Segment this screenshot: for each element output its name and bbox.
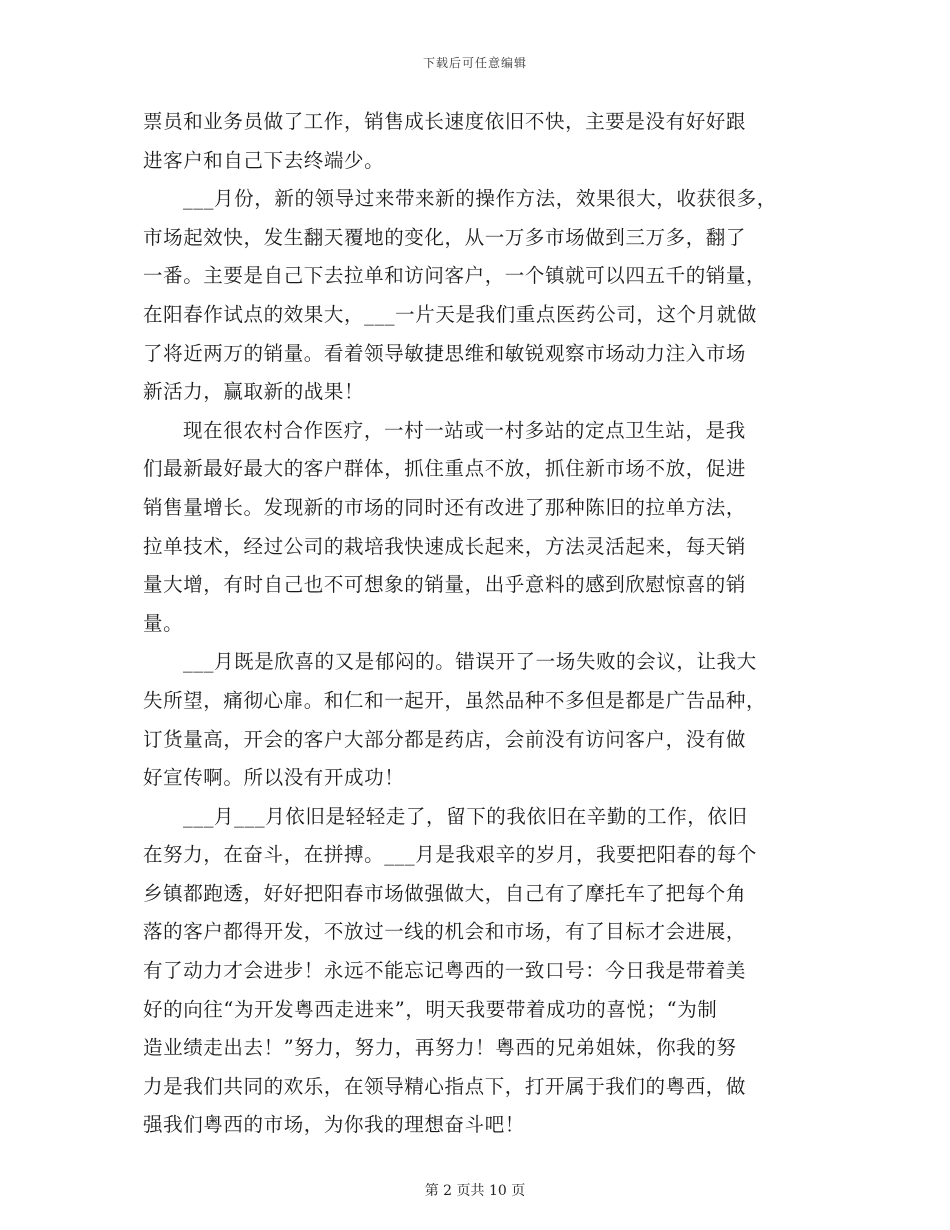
text-line: 们最新最好最大的客户群体，抓住重点不放，抓住新市场不放，促进 <box>143 457 747 481</box>
page-header: 下载后可任意编辑 <box>422 56 527 70</box>
text-line: 量。 <box>143 611 184 635</box>
text-line: 好的向往“为开发粤西走进来”，明天我要带着成功的喜悦；“为制 <box>143 997 718 1021</box>
text-line: 落的客户都得开发，不放过一线的机会和市场，有了目标才会进展， <box>143 920 747 944</box>
text-line: 市场起效快，发生翻天覆地的变化，从一万多市场做到三万多，翻了 <box>143 225 747 249</box>
text-line: 销售量增长。发现新的市场的同时还有改进了那种陈旧的拉单方法， <box>143 495 747 519</box>
text-line: 力是我们共同的欢乐，在领导精心指点下，打开属于我们的粤西，做 <box>143 1074 747 1098</box>
text-line: 拉单技术，经过公司的栽培我快速成长起来，方法灵活起来，每天销 <box>143 534 747 558</box>
text-line: ___月既是欣喜的又是郁闷的。错误开了一场失败的会议，让我大 <box>183 650 757 674</box>
text-line: 新活力，赢取新的战果！ <box>143 380 365 404</box>
text-line: 强我们粤西的市场，为你我的理想奋斗吧！ <box>143 1113 525 1137</box>
text-line: 乡镇都跑透，好好把阳春市场做强做大，自己有了摩托车了把每个角 <box>143 881 747 905</box>
text-line: 现在很农村合作医疗，一村一站或一村多站的定点卫生站，是我 <box>183 418 746 442</box>
text-line: 失所望，痛彻心扉。和仁和一起开，虽然品种不多但是都是广告品种， <box>143 688 767 712</box>
text-line: 造业绩走出去！”努力，努力，再努力！粤西的兄弟姐妹，你我的努 <box>143 1036 737 1060</box>
page-footer: 第 2 页共 10 页 <box>424 1183 526 1199</box>
text-line: 一番。主要是自己下去拉单和访问客户，一个镇就可以四五千的销量， <box>143 264 767 288</box>
document-body <box>143 103 823 1145</box>
text-line: ___月份，新的领导过来带来新的操作方法，效果很大，收获很多， <box>183 187 777 211</box>
text-line: 了将近两万的销量。看着领导敏捷思维和敏锐观察市场动力注入市场 <box>143 341 747 365</box>
text-line: 量大增，有时自己也不可想象的销量，出乎意料的感到欣慰惊喜的销 <box>143 573 747 597</box>
text-line: 在努力，在奋斗，在拼搏。___月是我艰辛的岁月，我要把阳春的每个 <box>143 843 757 867</box>
text-line: 好宣传啊。所以没有开成功！ <box>143 766 405 790</box>
text-line: ___月___月依旧是轻轻走了，留下的我依旧在辛勤的工作，依旧 <box>183 804 748 828</box>
text-line: 有了动力才会进步！永远不能忘记粤西的一致口号：今日我是带着美 <box>143 959 747 983</box>
text-line: 订货量高，开会的客户大部分都是药店，会前没有访问客户，没有做 <box>143 727 747 751</box>
text-line: 在阳春作试点的效果大，___一片天是我们重点医药公司，这个月就做 <box>143 302 757 326</box>
text-line: 进客户和自己下去终端少。 <box>143 148 385 172</box>
text-line: 票员和业务员做了工作，销售成长速度依旧不快，主要是没有好好跟 <box>143 110 747 133</box>
